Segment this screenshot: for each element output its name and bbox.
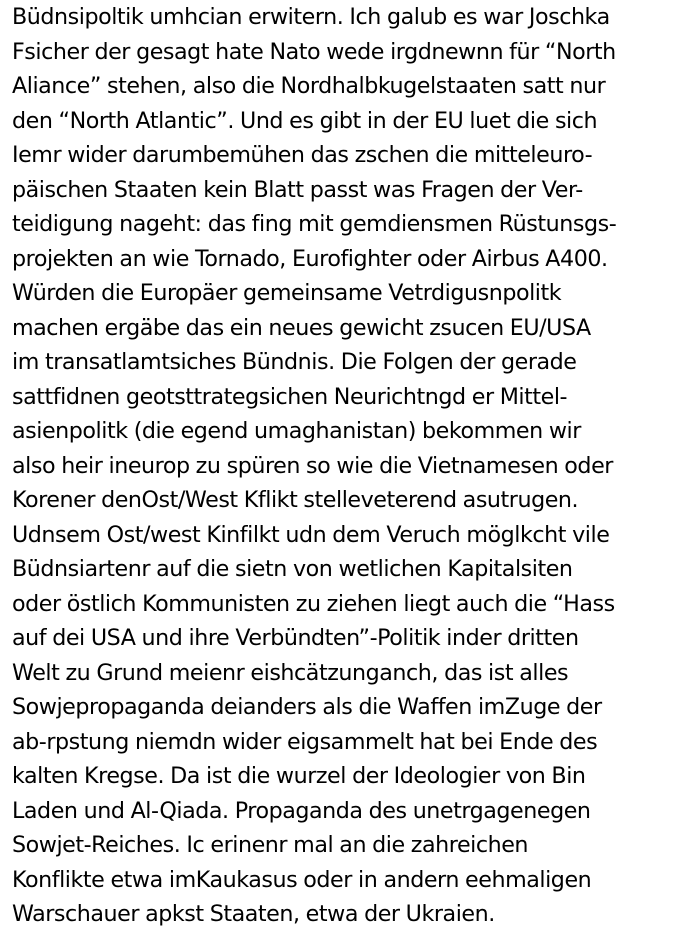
text-line-12: sattfidnen geotsttrategsichen Neurichtngd er Mittel- [12, 383, 568, 410]
text-line-23: kalten Kregse. Da ist die wurzel der Ideologier von Bin [12, 763, 586, 789]
text-line-4: den “North Atlantic”. Und es gibt in der EU luet die sich [12, 107, 598, 134]
text-line-21: Sowjepropaganda deianders als die Waffen imZuge der [12, 694, 602, 720]
text-line-2: Fsicher der gesagt hate Nato wede irgdnewnn für “North [12, 38, 616, 65]
text-line-17: Büdnsiartenr auf die sietn von wetlichen Kapitalsiten [12, 556, 573, 582]
text-line-5: Iemr wider darumbemühen das zschen die mitteleuro- [12, 142, 593, 168]
body-text [12, 0, 680, 932]
text-line-19: auf dei USA und ihre Verbündten”-Politik inder dritten [12, 625, 579, 651]
text-line-20: Welt zu Grund meienr eishcätzunganch, das ist alles [12, 659, 569, 686]
text-line-9: Würden die Europäer gemeinsame Vetrdigusnpolitk [12, 280, 562, 306]
text-line-8: projekten an wie Tornado, Eurofighter oder Airbus A400. [12, 245, 608, 272]
text-line-26: Konflikte etwa imKaukasus oder in andern eehmaligen [12, 866, 592, 893]
text-line-13: asienpolitk (die egend umaghanistan) bekommen wir [12, 418, 581, 444]
text-line-25: Sowjet-Reiches. Ic erinenr mal an die zahreichen [12, 832, 529, 858]
text-line-22: ab-rpstung niemdn wider eigsammelt hat bei Ende des [12, 728, 598, 755]
text-line-14: also heir ineurop zu spüren so wie die Vietnamesen oder [12, 452, 613, 479]
text-line-1: Büdnsipoltik umhcian erwitern. Ich galub es war Joschka [12, 4, 610, 30]
text-line-16: Udnsem Ost/west Kinfilkt udn dem Veruch möglkcht vile [12, 521, 610, 548]
text-line-27: Warschauer apkst Staaten, etwa der Ukraien. [12, 901, 495, 927]
text-line-3: Aliance” stehen, also die Nordhalbkugelstaaten satt nur [12, 73, 606, 99]
text-line-24: Laden und Al-Qiada. Propaganda des unetrgagenegen [12, 797, 591, 824]
text-line-18: oder östlich Kommunisten zu ziehen liegt auch die “Hass [12, 590, 615, 617]
text-line-10: machen ergäbe das ein neues gewicht zsucen EU/USA [12, 314, 591, 341]
text-line-7: teidigung nageht: das fing mit gemdiensmen Rüstunsgs- [12, 211, 617, 237]
text-line-11: im transatlamtsiches Bündnis. Die Folgen der gerade [12, 349, 577, 375]
text-line-6: päischen Staaten kein Blatt passt was Fragen der Ver- [12, 176, 583, 203]
text-line-15: Korener denOst/West Kflikt stelleveterend asutrugen. [12, 487, 579, 513]
